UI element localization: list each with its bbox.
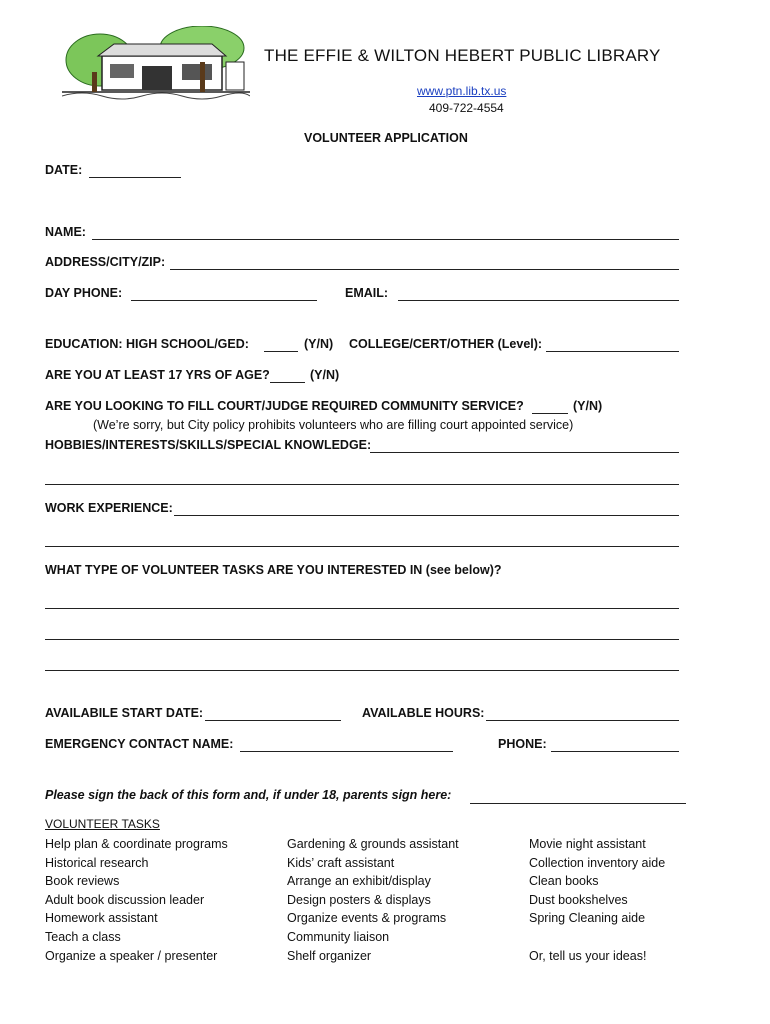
list-item: Movie night assistant — [529, 837, 646, 851]
email-field[interactable] — [398, 286, 679, 301]
court-service-label: ARE YOU LOOKING TO FILL COURT/JUDGE REQUIRED COMMUNITY SERVICE? — [45, 399, 524, 413]
list-item: Teach a class — [45, 929, 121, 944]
task-interest-line-1[interactable] — [45, 594, 679, 609]
emergency-phone-field[interactable] — [551, 737, 679, 752]
task-interest-line-3[interactable] — [45, 656, 679, 671]
parent-signature-field[interactable] — [470, 789, 686, 804]
education-label: EDUCATION: HIGH SCHOOL/GED: — [45, 337, 249, 351]
work-experience-label: WORK EXPERIENCE: — [45, 501, 173, 515]
work-experience-field-line-2[interactable] — [45, 532, 679, 547]
start-date-label: AVAILABILE START DATE: — [45, 706, 204, 720]
day-phone-field[interactable] — [131, 286, 317, 301]
age-label: ARE YOU AT LEAST 17 YRS OF AGE? — [45, 368, 270, 382]
list-item: Shelf organizer — [287, 948, 372, 963]
list-item: Adult book discussion leader — [45, 892, 205, 907]
list-item: Clean books — [529, 874, 599, 889]
form-title: VOLUNTEER APPLICATION — [304, 131, 468, 145]
address-label: ADDRESS/CITY/ZIP: — [45, 255, 166, 269]
hobbies-field[interactable] — [370, 438, 679, 453]
list-item: Or, tell us your ideas! — [529, 948, 647, 963]
list-item: Arrange an exhibit/display — [287, 874, 431, 889]
date-field[interactable] — [89, 163, 181, 178]
library-title: THE EFFIE & WILTON HEBERT PUBLIC LIBRARY — [264, 46, 661, 65]
library-phone: 409-722-4554 — [429, 101, 504, 115]
college-label: COLLEGE/CERT/OTHER (Level): — [349, 337, 543, 351]
volunteer-tasks-heading: VOLUNTEER TASKS — [45, 817, 160, 831]
signature-note: Please sign the back of this form and, if under 18, parents sign here: — [45, 788, 452, 802]
age-field[interactable] — [270, 368, 305, 383]
date-label: DATE: — [45, 163, 83, 177]
court-service-field[interactable] — [532, 399, 568, 414]
court-policy-note: (We’re sorry, but City policy prohibits volunteers who are filling court appointed service) — [93, 418, 574, 432]
name-field[interactable] — [92, 225, 679, 240]
list-item: Organize a speaker / presenter — [45, 948, 218, 963]
address-field[interactable] — [170, 255, 679, 270]
name-label: NAME: — [45, 225, 86, 239]
list-item: Help plan & coordinate programs — [45, 837, 228, 851]
list-item: Book reviews — [45, 874, 120, 889]
list-item: Organize events & programs — [287, 911, 447, 926]
list-item: Homework assistant — [45, 911, 158, 926]
tasks-column-3 — [529, 835, 665, 965]
library-website-link[interactable]: www.ptn.lib.tx.us — [417, 84, 507, 98]
work-experience-field[interactable] — [174, 501, 679, 516]
list-item: Historical research — [45, 855, 149, 870]
tasks-column-2 — [287, 835, 459, 965]
list-item: Kids’ craft assistant — [287, 855, 395, 870]
emergency-phone-label: PHONE: — [498, 737, 547, 751]
list-item: Gardening & grounds assistant — [287, 837, 459, 851]
task-interest-label: WHAT TYPE OF VOLUNTEER TASKS ARE YOU INTERESTED IN (see below)? — [45, 563, 502, 577]
start-date-field[interactable] — [205, 706, 341, 721]
tasks-column-1 — [45, 835, 228, 965]
list-item: Collection inventory aide — [529, 855, 666, 870]
court-yn-label: (Y/N) — [573, 399, 603, 413]
emergency-contact-label: EMERGENCY CONTACT NAME: — [45, 737, 234, 751]
high-school-field[interactable] — [264, 337, 298, 352]
emergency-contact-field[interactable] — [240, 737, 453, 752]
list-item: Design posters & displays — [287, 892, 431, 907]
task-interest-line-2[interactable] — [45, 625, 679, 640]
email-label: EMAIL: — [345, 286, 389, 300]
hobbies-label: HOBBIES/INTERESTS/SKILLS/SPECIAL KNOWLEDGE: — [45, 438, 372, 452]
available-hours-field[interactable] — [486, 706, 679, 721]
list-item: Spring Cleaning aide — [529, 911, 646, 926]
list-item: Community liaison — [287, 929, 390, 944]
library-building-logo — [62, 26, 250, 104]
age-yn-label: (Y/N) — [310, 368, 340, 382]
day-phone-label: DAY PHONE: — [45, 286, 123, 300]
education-yn-label: (Y/N) — [304, 337, 334, 351]
college-field[interactable] — [546, 337, 679, 352]
hobbies-field-line-2[interactable] — [45, 470, 679, 485]
list-item: Dust bookshelves — [529, 892, 628, 907]
available-hours-label: AVAILABLE HOURS: — [362, 706, 485, 720]
list-item — [529, 928, 665, 947]
